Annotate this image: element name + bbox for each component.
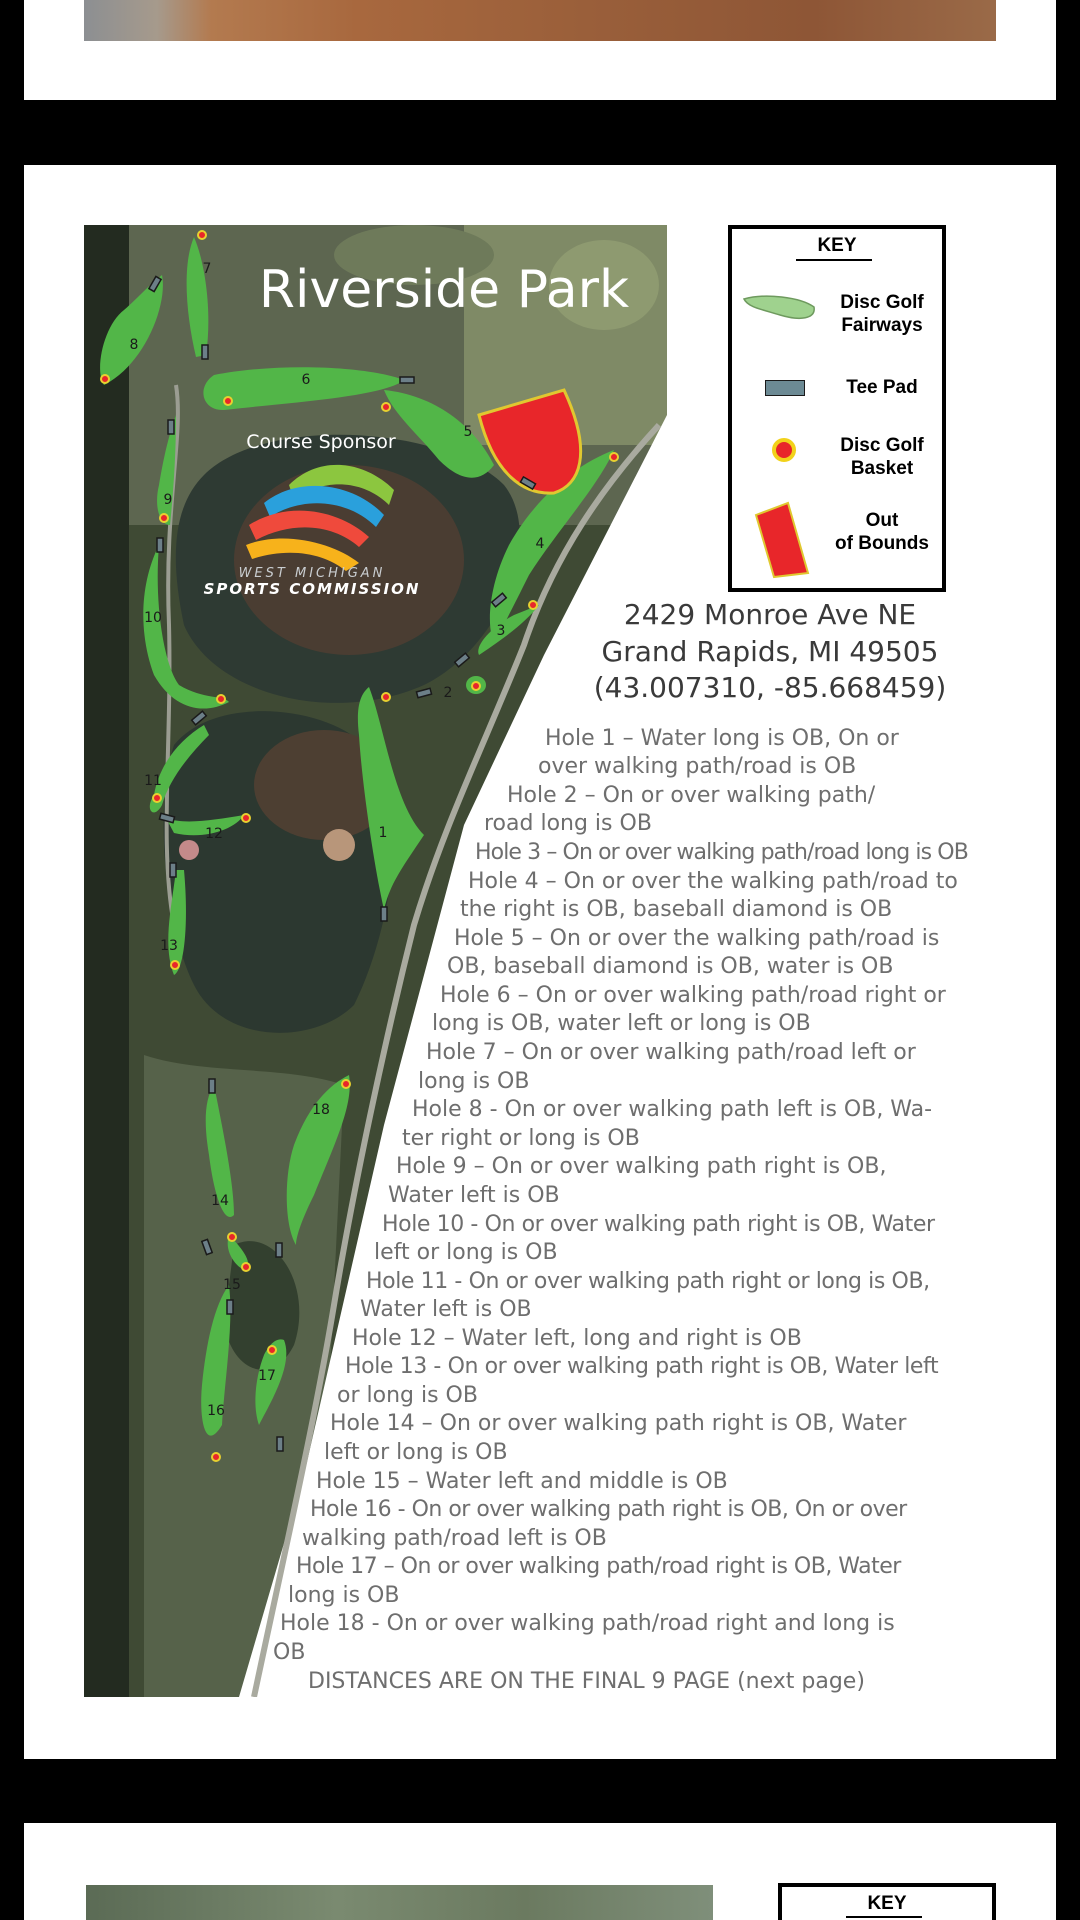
out-of-bounds-icon <box>752 499 812 581</box>
rule-line: Hole 14 – On or over walking path right is OB, Water <box>330 1411 907 1436</box>
rule-line: Hole 16 - On or over walking path right is OB, On or over <box>310 1497 907 1522</box>
rule-line: Hole 1 – Water long is OB, On or <box>545 726 899 751</box>
rule-line: Hole 11 - On or over walking path right or long is OB, <box>366 1269 930 1294</box>
rule-line: ter right or long is OB <box>402 1126 640 1151</box>
rule-line: Hole 8 - On or over walking path left is OB, Wa- <box>412 1097 933 1122</box>
course-coordinates: (43.007310, -85.668459) <box>593 671 947 704</box>
hole-number-11: 11 <box>144 773 162 789</box>
course-sponsor-label: Course Sponsor <box>246 431 396 453</box>
rule-line: Water left is OB <box>388 1183 560 1208</box>
rule-line: over walking path/road is OB <box>538 754 857 779</box>
next-page-key-underline <box>846 1916 922 1918</box>
hole-number-7: 7 <box>202 261 212 277</box>
rule-line: left or long is OB <box>324 1440 508 1465</box>
rule-line: Hole 5 – On or over the walking path/road is <box>454 926 940 951</box>
hole-number-1: 1 <box>378 825 388 841</box>
rule-line: or long is OB <box>337 1383 478 1408</box>
rule-line: the right is OB, baseball diamond is OB <box>460 897 893 922</box>
hole-number-9: 9 <box>163 492 173 508</box>
next-page-key-title: KEY <box>867 1893 907 1914</box>
rule-line: OB, baseball diamond is OB, water is OB <box>447 954 894 979</box>
rule-line: Hole 6 – On or over walking path/road right or <box>440 983 946 1008</box>
rule-line: Hole 4 – On or over the walking path/road to <box>468 869 958 894</box>
basket-icon <box>770 436 798 464</box>
hole-number-2: 2 <box>443 685 453 701</box>
hole-number-18: 18 <box>312 1102 330 1118</box>
previous-page-photo <box>84 0 996 41</box>
key-title: KEY <box>817 235 857 256</box>
rule-line: Hole 9 – On or over walking path right is OB, <box>396 1154 887 1179</box>
rule-line: long is OB <box>418 1069 530 1094</box>
hole-number-14: 14 <box>211 1193 229 1209</box>
sponsor-name-line1: WEST MICHIGAN <box>238 566 386 581</box>
rule-line: Hole 15 – Water left and middle is OB <box>316 1469 728 1494</box>
key-label-out-of-bounds: Out of Bounds <box>835 510 929 554</box>
key-label-tee-pad: Tee Pad <box>846 377 918 398</box>
rule-line: Hole 17 – On or over walking path/road right is OB, Water <box>296 1554 901 1579</box>
rule-line: Hole 7 – On or over walking path/road left or <box>426 1040 916 1065</box>
map-key <box>728 225 946 592</box>
tee-pad-icon <box>765 380 805 396</box>
distances-note: DISTANCES ARE ON THE FINAL 9 PAGE (next page) <box>308 1669 865 1694</box>
rule-line: Hole 10 - On or over walking path right is OB, Water <box>382 1212 935 1237</box>
hole-number-8: 8 <box>129 337 139 353</box>
course-address-city: Grand Rapids, MI 49505 <box>601 635 939 668</box>
hole-number-6: 6 <box>301 372 311 388</box>
hole-number-10: 10 <box>144 610 162 626</box>
rule-line: OB <box>273 1640 306 1665</box>
rule-line: Hole 12 – Water left, long and right is OB <box>352 1326 802 1351</box>
fairway-icon <box>740 289 820 325</box>
rule-line: long is OB, water left or long is OB <box>432 1011 811 1036</box>
rule-line: walking path/road left is OB <box>302 1526 607 1551</box>
next-page-map <box>86 1885 713 1920</box>
rule-line: Hole 2 – On or over walking path/ <box>507 783 876 808</box>
hole-number-15: 15 <box>223 1277 241 1293</box>
hole-number-4: 4 <box>535 536 545 552</box>
hole-number-17: 17 <box>258 1368 276 1384</box>
rule-line: road long is OB <box>484 811 652 836</box>
hole-number-3: 3 <box>496 623 506 639</box>
course-address-street: 2429 Monroe Ave NE <box>623 598 917 631</box>
sponsor-name-line2: SPORTS COMMISSION <box>203 580 421 598</box>
next-page-key <box>778 1883 996 1920</box>
hole-number-12: 12 <box>205 826 223 842</box>
rule-line: left or long is OB <box>374 1240 558 1265</box>
key-label-fairways: Disc Golf Fairways <box>840 292 924 336</box>
rule-line: Hole 3 – On or over walking path/road long is OB <box>475 840 968 865</box>
rule-line: Hole 13 - On or over walking path right is OB, Water left <box>345 1354 939 1379</box>
rule-line: Hole 18 - On or over walking path/road right and long is <box>280 1611 895 1636</box>
rule-line: long is OB <box>288 1583 400 1608</box>
course-title: Riverside Park <box>258 260 630 320</box>
rule-line: Water left is OB <box>360 1297 532 1322</box>
key-title-underline <box>796 259 872 261</box>
hole-number-13: 13 <box>160 938 178 954</box>
hole-number-16: 16 <box>207 1403 225 1419</box>
hole-number-5: 5 <box>463 424 473 440</box>
key-label-basket: Disc Golf Basket <box>840 435 924 479</box>
previous-page-card <box>24 0 1056 100</box>
